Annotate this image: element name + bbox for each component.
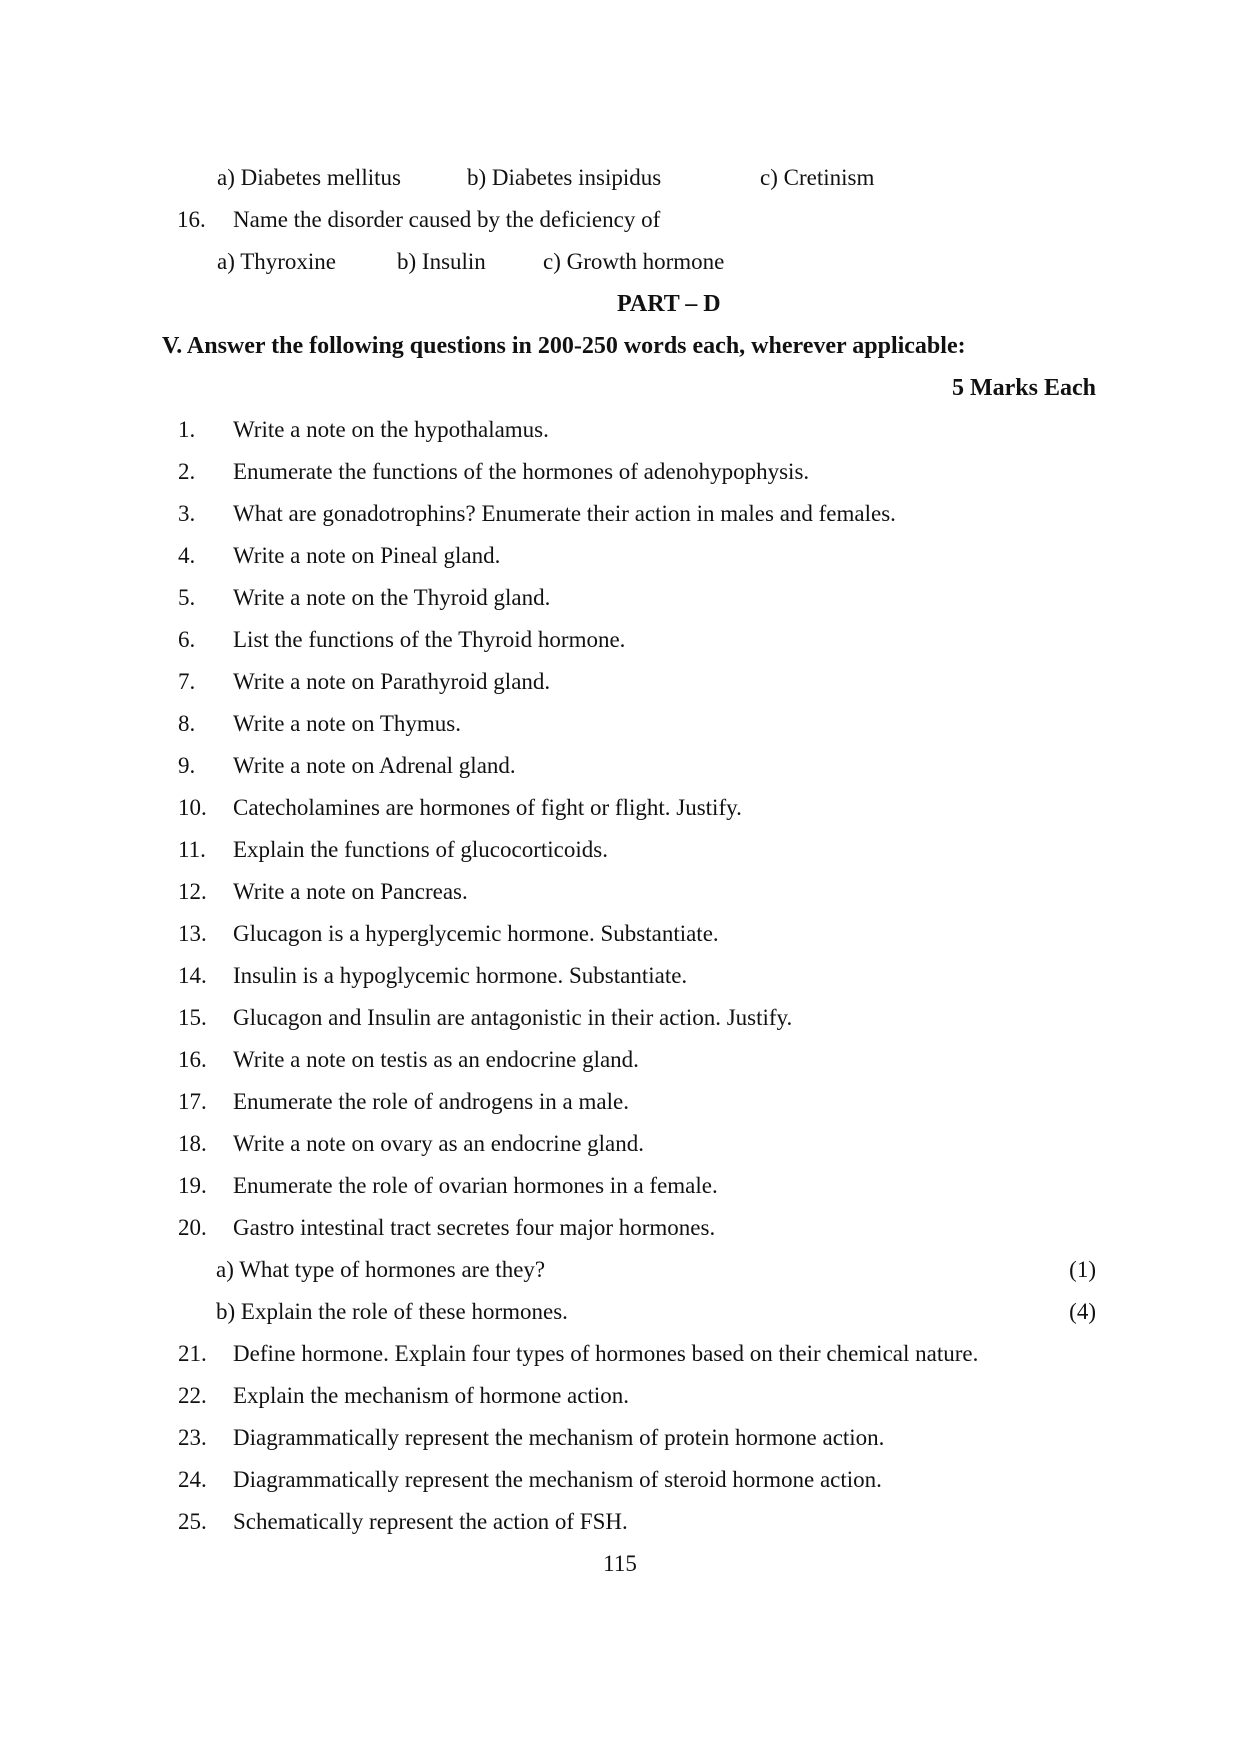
section-instruction-row — [0, 325, 1240, 367]
option-b-diabetes-insipidus: b) Diabetes insipidus — [467, 165, 662, 190]
question-number: 12. — [178, 879, 207, 904]
question-text: Write a note on Pineal gland. — [233, 543, 501, 568]
question-text: Enumerate the role of androgens in a male. — [233, 1089, 629, 1114]
option-a-diabetes-mellitus: a) Diabetes mellitus — [217, 165, 401, 190]
question-16-row — [0, 199, 1240, 241]
question-number: 8. — [178, 711, 196, 736]
question-item — [0, 1375, 1240, 1417]
question-number: 18. — [178, 1131, 207, 1156]
question-item — [0, 997, 1240, 1039]
question-subitem — [0, 1291, 1240, 1333]
page-content — [0, 157, 1240, 1585]
question-item — [0, 493, 1240, 535]
question-number: 11. — [178, 837, 206, 862]
question-number: 23. — [178, 1425, 207, 1450]
part-heading-row — [0, 283, 1240, 325]
marks-note: 5 Marks Each — [952, 375, 1096, 401]
question-number: 4. — [178, 543, 196, 568]
question-16-text: Name the disorder caused by the deficiency of — [233, 207, 661, 232]
question-text: Enumerate the functions of the hormones of adenohypophysis. — [233, 459, 810, 484]
option-b-insulin: b) Insulin — [397, 249, 486, 274]
question-number: 7. — [178, 669, 196, 694]
question-item — [0, 1417, 1240, 1459]
question-text: Write a note on Pancreas. — [233, 879, 468, 904]
options-row-previous-question — [0, 157, 1240, 199]
question-text: Schematically represent the action of FSH. — [233, 1509, 628, 1534]
question-number: 22. — [178, 1383, 207, 1408]
question-item — [0, 913, 1240, 955]
question-item — [0, 1333, 1240, 1375]
question-text: Write a note on the hypothalamus. — [233, 417, 549, 442]
question-text: Enumerate the role of ovarian hormones in a female. — [233, 1173, 718, 1198]
part-title: PART – D — [617, 291, 721, 317]
question-item — [0, 451, 1240, 493]
option-c-cretinism: c) Cretinism — [760, 165, 875, 190]
question-item — [0, 661, 1240, 703]
page-number-row — [0, 1543, 1240, 1585]
subitem-text: a) What type of hormones are they? — [216, 1257, 546, 1282]
question-number: 10. — [178, 795, 207, 820]
question-number: 14. — [178, 963, 207, 988]
question-text: Catecholamines are hormones of fight or flight. Justify. — [233, 795, 742, 820]
question-text: Explain the mechanism of hormone action. — [233, 1383, 629, 1408]
question-number: 17. — [178, 1089, 207, 1114]
question-item — [0, 409, 1240, 451]
question-item — [0, 1501, 1240, 1543]
question-item — [0, 535, 1240, 577]
section-instruction: V. Answer the following questions in 200-250 words each, wherever applicable: — [162, 333, 966, 359]
question-item — [0, 1039, 1240, 1081]
question-number: 9. — [178, 753, 196, 778]
question-number: 25. — [178, 1509, 207, 1534]
question-text: What are gonadotrophins? Enumerate their action in males and females. — [233, 501, 896, 526]
question-number: 1. — [178, 417, 196, 442]
subitem-marks: (4) — [1069, 1299, 1096, 1324]
question-text: Gastro intestinal tract secretes four major hormones. — [233, 1215, 716, 1240]
question-item — [0, 1459, 1240, 1501]
question-item — [0, 829, 1240, 871]
question-number: 20. — [178, 1215, 207, 1240]
question-item — [0, 745, 1240, 787]
question-item — [0, 787, 1240, 829]
question-text: Write a note on Parathyroid gland. — [233, 669, 551, 694]
question-text: Define hormone. Explain four types of hormones based on their chemical nature. — [233, 1341, 979, 1366]
question-number: 2. — [178, 459, 196, 484]
question-item — [0, 1081, 1240, 1123]
subitem-text: b) Explain the role of these hormones. — [216, 1299, 568, 1324]
question-text: Write a note on Adrenal gland. — [233, 753, 516, 778]
question-number: 16. — [178, 1047, 207, 1072]
question-item — [0, 577, 1240, 619]
question-number: 21. — [178, 1341, 207, 1366]
question-text: Diagrammatically represent the mechanism of steroid hormone action. — [233, 1467, 882, 1492]
question-subitem — [0, 1249, 1240, 1291]
question-number: 6. — [178, 627, 196, 652]
question-text: Write a note on Thymus. — [233, 711, 461, 736]
question-number: 15. — [178, 1005, 207, 1030]
question-16-number: 16. — [177, 207, 206, 232]
question-text: Write a note on the Thyroid gland. — [233, 585, 551, 610]
question-item — [0, 955, 1240, 997]
options-row-question-16 — [0, 241, 1240, 283]
question-text: Write a note on ovary as an endocrine gland. — [233, 1131, 645, 1156]
marks-note-row — [0, 367, 1240, 409]
question-item — [0, 1165, 1240, 1207]
question-item — [0, 703, 1240, 745]
question-text: Glucagon and Insulin are antagonistic in their action. Justify. — [233, 1005, 793, 1030]
option-a-thyroxine: a) Thyroxine — [217, 249, 337, 274]
option-c-growth-hormone: c) Growth hormone — [543, 249, 725, 274]
page-number: 115 — [603, 1551, 637, 1576]
question-text: Glucagon is a hyperglycemic hormone. Substantiate. — [233, 921, 719, 946]
question-number: 19. — [178, 1173, 207, 1198]
question-list — [0, 409, 1240, 1543]
question-item — [0, 1123, 1240, 1165]
question-text: Insulin is a hypoglycemic hormone. Substantiate. — [233, 963, 688, 988]
question-item — [0, 619, 1240, 661]
question-text: Write a note on testis as an endocrine gland. — [233, 1047, 639, 1072]
question-number: 24. — [178, 1467, 207, 1492]
question-item — [0, 871, 1240, 913]
subitem-marks: (1) — [1069, 1257, 1096, 1282]
question-number: 13. — [178, 921, 207, 946]
question-number: 5. — [178, 585, 196, 610]
question-text: List the functions of the Thyroid hormone. — [233, 627, 626, 652]
question-number: 3. — [178, 501, 196, 526]
question-item — [0, 1207, 1240, 1249]
question-text: Diagrammatically represent the mechanism of protein hormone action. — [233, 1425, 885, 1450]
question-text: Explain the functions of glucocorticoids. — [233, 837, 608, 862]
